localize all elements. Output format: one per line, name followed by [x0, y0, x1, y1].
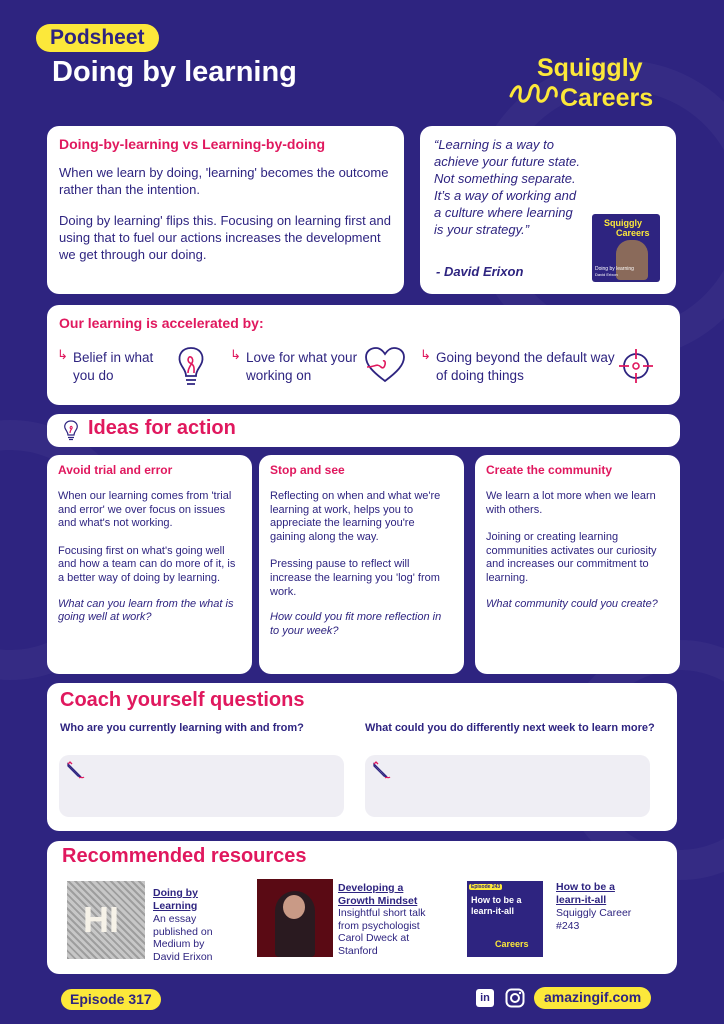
- intro-card: [47, 126, 404, 294]
- thumb-brand: Careers: [495, 939, 529, 949]
- brand-logo: [508, 54, 684, 114]
- idea-question: What can you learn from the what is going well at work?: [58, 597, 234, 624]
- resources-card: [47, 841, 677, 974]
- pen-icon: [65, 760, 85, 780]
- idea-question: What community could you create?: [486, 597, 658, 610]
- thumb-brand-1: Squiggly: [604, 218, 642, 228]
- lightbulb-icon: [175, 345, 207, 387]
- linkedin-icon[interactable]: in: [476, 989, 494, 1007]
- idea-question: How could you fit more reflection in to your week?: [270, 611, 442, 637]
- idea-paragraph-1: Reflecting on when and what we're learning at work, helps you to appreciate the learning you're gaining along the way.: [270, 490, 441, 543]
- thumb-caption: Doing by learning: [595, 266, 634, 272]
- arrow-icon: ↳: [420, 347, 431, 362]
- idea-paragraph-2: Focusing first on what's going well and how a team can do more of it, is a better way of doing by learning.: [58, 544, 236, 584]
- episode-tag: Episode 317: [61, 989, 161, 1010]
- arrow-icon: ↳: [230, 347, 241, 362]
- idea-card-avoid: [47, 455, 252, 674]
- heart-icon: [363, 345, 407, 385]
- resource-description: Squiggly Career #243: [556, 907, 632, 932]
- thumb-title: How to be a learn-it-all: [471, 895, 522, 916]
- accelerator-text: Love for what your working on: [246, 350, 358, 383]
- idea-paragraph-1: When our learning comes from 'trial and error' we over focus on issues and what's not working.: [58, 490, 232, 530]
- quote-text: “Learning is a way to achieve your future state. Not something separate. It’s a way of working and a culture where learning is your strategy.”: [434, 137, 580, 237]
- resource-description: An essay published on Medium by David Erixon: [153, 913, 213, 963]
- website-tag[interactable]: amazingif.com: [534, 987, 651, 1009]
- resource-link[interactable]: Doing by Learning: [153, 887, 198, 912]
- coach-card: [47, 683, 677, 831]
- resource-thumbnail: [67, 881, 145, 959]
- thumb-badge: Episode 243: [471, 884, 501, 890]
- arrow-icon: ↳: [57, 347, 68, 362]
- resource-link[interactable]: Developing a Growth Mindset: [338, 882, 418, 907]
- answer-box-2[interactable]: [365, 755, 650, 817]
- ideas-heading: Ideas for action: [88, 417, 236, 439]
- coach-question-1: Who are you currently learning with and from?: [60, 722, 304, 734]
- avatar: [616, 240, 648, 280]
- idea-card-stop: [259, 455, 464, 674]
- lightbulb-icon: [63, 420, 79, 441]
- coach-question-2: What could you do differently next week to learn more?: [365, 722, 655, 734]
- resource-link[interactable]: How to be a learn-it-all: [556, 881, 615, 906]
- instagram-icon[interactable]: [505, 988, 525, 1008]
- target-icon: [617, 347, 655, 385]
- page-title: Doing by learning: [52, 56, 297, 88]
- thumb-brand-2: Careers: [616, 228, 650, 238]
- ideas-banner: [47, 414, 680, 447]
- idea-paragraph-2: Pressing pause to reflect will increase the learning you 'log' from work.: [270, 558, 440, 598]
- intro-heading: Doing-by-learning vs Learning-by-doing: [59, 136, 325, 152]
- accelerator-text: Going beyond the default way of doing things: [436, 350, 615, 383]
- idea-card-community: [475, 455, 680, 674]
- brand-line2: Careers: [560, 84, 654, 112]
- quote-card: [420, 126, 676, 294]
- intro-paragraph-1: When we learn by doing, 'learning' becomes the outcome rather than the intention.: [59, 165, 389, 197]
- quote-author: - David Erixon: [436, 264, 524, 279]
- resource-thumbnail: [257, 879, 333, 957]
- squiggle-icon: [508, 80, 560, 110]
- accelerated-card: [47, 305, 680, 405]
- podsheet-tag: Podsheet: [36, 24, 159, 52]
- answer-box-1[interactable]: [59, 755, 344, 817]
- idea-title: Avoid trial and error: [58, 463, 173, 477]
- idea-paragraph-2: Joining or creating learning communities activates our curiosity and increases our commitment to learning.: [486, 531, 657, 584]
- resource-description: Insightful short talk from psychologist Carol Dweck at Stanford: [338, 907, 426, 957]
- coach-heading: Coach yourself questions: [60, 689, 305, 711]
- podcast-thumbnail: [592, 214, 660, 282]
- idea-paragraph-1: We learn a lot more when we learn with others.: [486, 490, 656, 516]
- accelerated-heading: Our learning is accelerated by:: [59, 315, 264, 331]
- thumb-subcaption: David Erixon: [595, 272, 618, 277]
- resources-heading: Recommended resources: [62, 845, 307, 867]
- pen-icon: [371, 760, 391, 780]
- brand-line1: Squiggly: [537, 54, 643, 82]
- idea-title: Stop and see: [270, 463, 345, 477]
- thumb-text: HI: [83, 899, 119, 940]
- resource-thumbnail: [467, 881, 543, 957]
- intro-paragraph-2: Doing by learning' flips this. Focusing on learning first and using that to fuel our actions increases the development we get through our doing.: [59, 213, 391, 262]
- idea-title: Create the community: [486, 463, 613, 477]
- accelerator-text: Belief in what you do: [73, 350, 154, 383]
